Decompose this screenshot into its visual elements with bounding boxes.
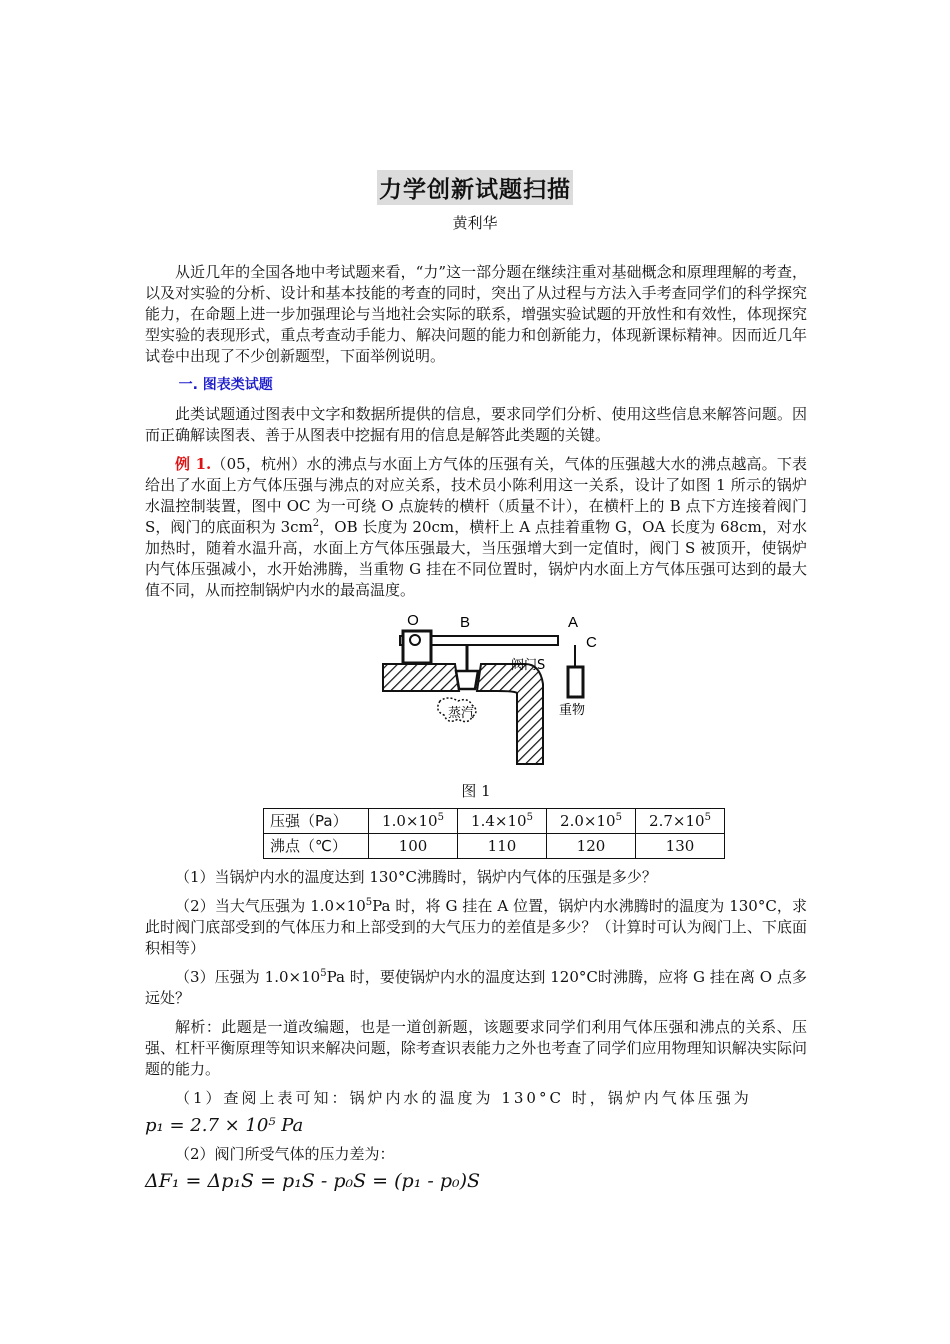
label-O: O	[407, 612, 419, 629]
example-text-b: ，OB 长度为 20cm，横杆上 A 点挂着重物 G，OA 长度为 68cm，对水加热时，随着水温升高，水面上方气体压强最大，当压强增大到一定值时，阀门 S 被顶开，使锅炉内气体压强减小，水开始沸腾，当重物 G 挂在不同位置时，锅炉内水面上方气体压强可达到的最大值不同，从而控制锅炉内水的最高温度。	[145, 518, 807, 599]
table-cell: 130	[636, 834, 725, 859]
label-valve: 阀门S	[511, 658, 546, 673]
boiler-wall-right	[477, 664, 543, 764]
boiler-wall-left	[383, 664, 459, 691]
table-cell: $2.0\times 10^5$	[547, 809, 636, 834]
question-3: （3）压强为 $1.0\times 10^5Pa$ 时，要使锅炉内水的温度达到 120°C时沸腾，应将 G 挂在离 O 点多远处？	[145, 968, 807, 1007]
answer-1: （1）查阅上表可知：锅炉内水的温度为 130°C 时，锅炉内气体压强为	[175, 1089, 752, 1107]
intro-paragraph: 从近几年的全国各地中考试题来看，“力”这一部分题在继续注重对基础概念和原理理解的考查，以及对实验的分析、设计和基本技能的考查的同时，突出了从过程与方法入手考查同学们的科学探究能力，在命题上进一步加强理论与当地社会实际的联系，增强实验试题的开放性和有效性，体现探究型实验的表现形式，重点考查动手能力、解决问题的能力和创新能力，体现新课标精神。因而近几年试卷中出现了不少创新题型，下面举例说明。	[145, 263, 807, 365]
spacer	[145, 859, 807, 867]
table-header-pressure: 压强（Pa）	[264, 809, 369, 834]
pressure-boiling-table	[263, 808, 725, 859]
valve-S	[456, 671, 478, 689]
lever-valve-diagram	[145, 609, 807, 779]
table-cell: $2.7\times 10^5$	[636, 809, 725, 834]
table-cell: 110	[458, 834, 547, 859]
document-title: 力学创新试题扫描	[377, 170, 573, 205]
label-steam: 蒸汽	[448, 706, 475, 721]
example-label: 例 1.	[175, 455, 212, 473]
table-cell: $1.0\times 10^5$	[369, 809, 458, 834]
label-A: A	[567, 614, 579, 631]
figure-caption: 图 1	[461, 782, 491, 800]
spacer	[145, 396, 807, 404]
label-B: B	[459, 614, 471, 631]
table-row	[264, 834, 725, 859]
section1-paragraph: 此类试题通过图表中文字和数据所提供的信息，要求同学们分析、使用这些信息来解答问题。因而正确解读图表、善于从图表中挖掘有用的信息是解答此类题的关键。	[145, 405, 807, 444]
answer-2-formula: ΔF₁ = Δp₁S = p₁S - p₀S = (p₁ - p₀)S	[145, 1170, 481, 1192]
spacer	[145, 959, 807, 967]
example-text-a: （05，杭州）水的沸点与水面上方气体的压强有关，气体的压强越大水的沸点越高。下表给出了水面上方气体压强与沸点的对应关系，技术员小陈利用这一关系，设计了如图 1 所示的锅炉水温控制装置，图中 OC 为一可绕 O 点旋转的横杆（质量不计），在横杆上的 B 点下方连接着阀门 S，阀门的底面积为 3cm	[145, 455, 807, 536]
spacer	[145, 1136, 807, 1144]
area-exponent: 2	[312, 518, 320, 529]
question-1: （1）当锅炉内水的温度达到 130°C沸腾时，锅炉内气体的压强是多少？	[175, 868, 657, 886]
title-wrap	[0, 170, 950, 205]
pivot-O	[410, 635, 420, 645]
document-body	[145, 262, 807, 1192]
answer-2: （2）阀门所受气体的压力差为：	[175, 1145, 395, 1163]
weight-G	[568, 667, 583, 697]
question-2: （2）当大气压强为 $1.0\times 10^5Pa$ 时，将 G 挂在 A 位置，锅炉内水沸腾时的温度为 130°C，求此时阀门底部受到的气体压力和上部受到的大气压力的差值是多少？（计算时可认为阀门上、下底面积相等）	[145, 897, 807, 957]
table-cell: 100	[369, 834, 458, 859]
table-header-boiling: 沸点（℃）	[264, 834, 369, 859]
figure-1	[145, 609, 807, 779]
table-cell: 120	[547, 834, 636, 859]
example-paragraph	[145, 454, 807, 601]
spacer	[145, 1009, 807, 1017]
label-C: C	[586, 634, 597, 651]
analysis-paragraph: 解析：此题是一道改编题，也是一道创新题，该题要求同学们利用气体压强和沸点的关系、压强、杠杆平衡原理等知识来解决问题，除考查识表能力之外也考查了同学们应用物理知识解决实际问题的能力。	[145, 1018, 807, 1078]
section-heading-1: 一. 图表类试题	[178, 377, 273, 393]
spacer	[145, 446, 807, 454]
author: 黄利华	[452, 214, 498, 232]
spacer	[145, 1080, 807, 1088]
table-cell: $1.4\times 10^5$	[458, 809, 547, 834]
answer-1-formula: p₁ = 2.7 × 10⁵ Pa	[145, 1115, 304, 1136]
spacer	[145, 888, 807, 896]
label-weight: 重物	[559, 703, 586, 718]
table-row	[264, 809, 725, 834]
spacer	[145, 367, 807, 375]
